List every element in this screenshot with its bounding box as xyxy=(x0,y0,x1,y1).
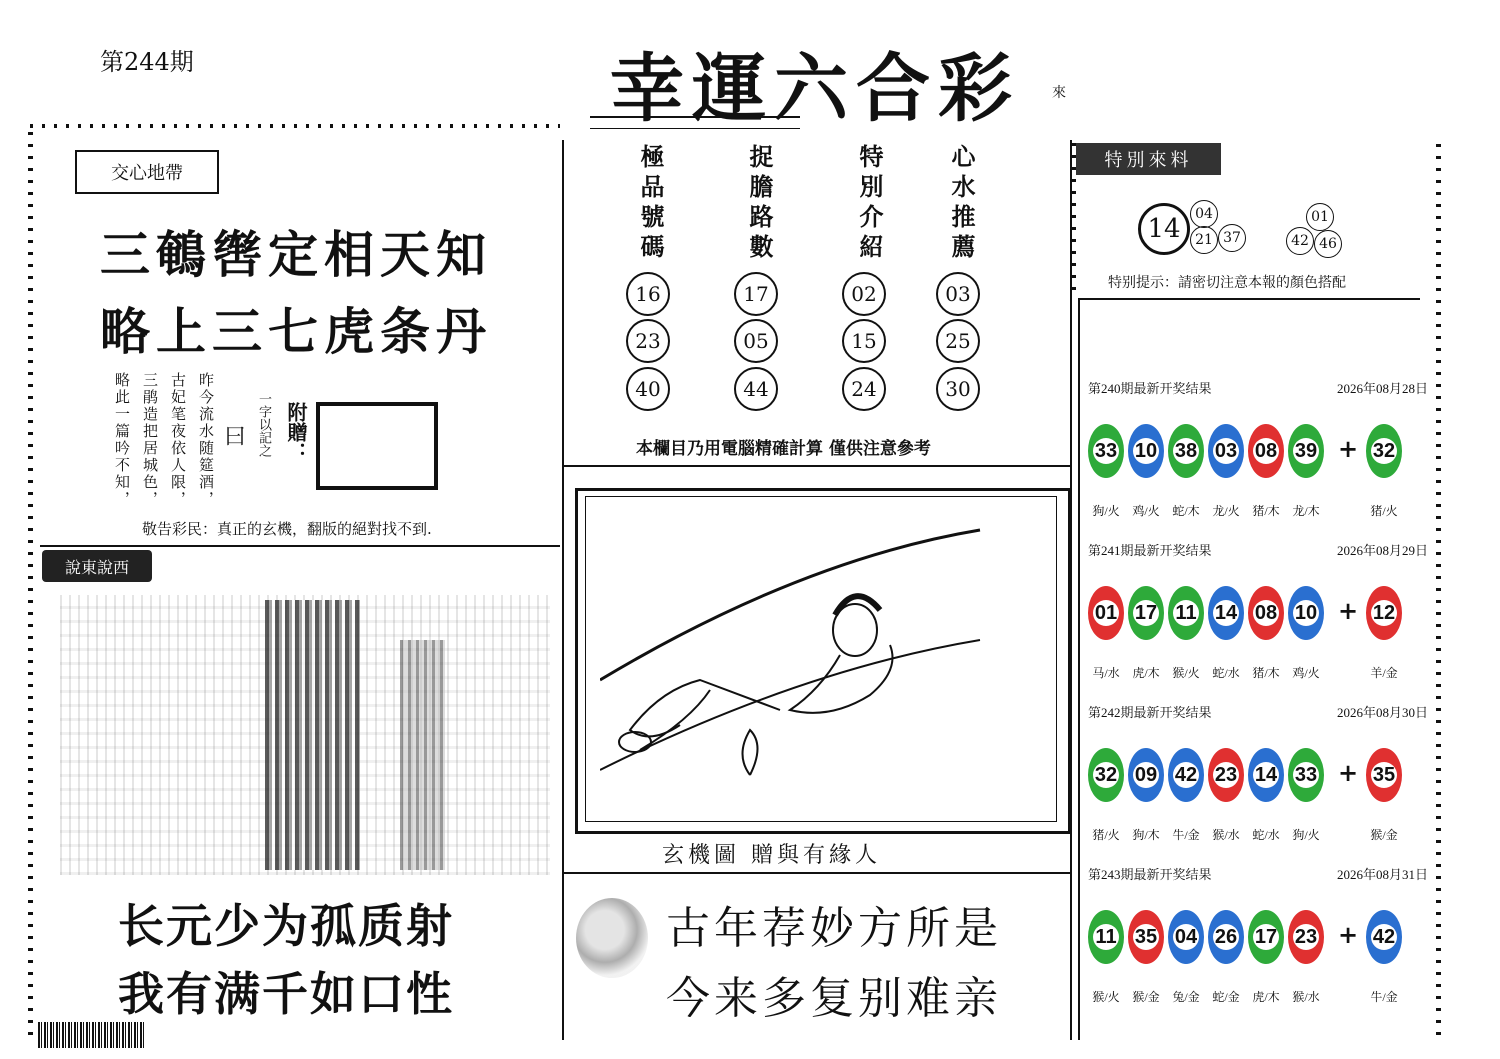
zodiac-label: 狗/火 xyxy=(1092,504,1120,518)
zodiac-label: 鸡/火 xyxy=(1132,504,1160,518)
column-header: 特別介紹 xyxy=(855,144,884,264)
lottery-ball xyxy=(1088,748,1124,802)
issue-number: 第244期 xyxy=(100,48,194,76)
lottery-ball xyxy=(1288,586,1324,640)
ball-number: 17 xyxy=(1133,600,1159,626)
lottery-ball xyxy=(1288,424,1324,478)
lottery-ball xyxy=(1128,586,1164,640)
section-label-tebie: 特別來料 xyxy=(1076,143,1221,175)
zodiac-label: 狗/木 xyxy=(1132,828,1160,842)
yinyang-icon xyxy=(576,898,648,978)
zodiac-label: 蛇/木 xyxy=(1172,504,1200,518)
section-rule xyxy=(562,872,1070,874)
lottery-ball xyxy=(1366,748,1402,802)
lottery-ball xyxy=(1366,910,1402,964)
title-suffix: 來 xyxy=(1052,85,1066,101)
lottery-ball xyxy=(1288,748,1324,802)
section-ribbon: 交心地帶 xyxy=(75,150,219,194)
flying-lady-illustration xyxy=(600,520,1000,820)
number-circle: 44 xyxy=(734,367,778,411)
result-title: 第242期最新开奖结果 xyxy=(1088,705,1212,720)
ball-number: 33 xyxy=(1093,438,1119,464)
lottery-ball xyxy=(1168,424,1204,478)
ball-number: 23 xyxy=(1213,762,1239,788)
poem-column: 昨今流水随筵酒， xyxy=(197,372,215,508)
result-title: 第241期最新开奖结果 xyxy=(1088,543,1212,558)
plus-sign: + xyxy=(1338,920,1359,949)
number-circle: 17 xyxy=(734,272,778,316)
ball-number: 09 xyxy=(1133,762,1159,788)
result-title: 第243期最新开奖结果 xyxy=(1088,867,1212,882)
zodiac-label: 猪/木 xyxy=(1252,504,1280,518)
small-number-circle: 01 xyxy=(1306,203,1334,231)
zodiac-label: 狗/火 xyxy=(1292,828,1320,842)
result-date: 2026年08月29日 xyxy=(1337,543,1429,558)
lottery-ball xyxy=(1088,586,1124,640)
number-circle: 23 xyxy=(626,319,670,363)
ball-number: 11 xyxy=(1173,600,1199,626)
color-tip: 特别提示：請密切注意本報的顏色搭配 xyxy=(1108,275,1346,291)
notice-text: 敬告彩民：真正的玄機，翻版的絕對找不到. xyxy=(142,520,432,538)
number-circle: 40 xyxy=(626,367,670,411)
ball-number: 26 xyxy=(1213,924,1239,950)
ball-number: 23 xyxy=(1293,924,1319,950)
zodiac-label: 猴/火 xyxy=(1092,990,1120,1004)
number-circle: 15 xyxy=(842,319,886,363)
section-label-shuo: 說東說西 xyxy=(42,550,152,582)
gift-label: 附贈： xyxy=(284,402,308,462)
ball-number: 33 xyxy=(1293,762,1319,788)
gift-box xyxy=(316,402,438,490)
result-date: 2026年08月28日 xyxy=(1337,381,1429,396)
zodiac-label: 兔/金 xyxy=(1172,990,1200,1004)
small-number-circle: 04 xyxy=(1190,200,1218,228)
ball-number: 32 xyxy=(1371,438,1397,464)
lottery-ball xyxy=(1208,910,1244,964)
zodiac-label: 羊/金 xyxy=(1370,666,1398,680)
ball-number: 42 xyxy=(1371,924,1397,950)
ball-number: 03 xyxy=(1213,438,1239,464)
small-number-circle: 46 xyxy=(1314,230,1342,258)
lottery-ball xyxy=(1248,748,1284,802)
ball-number: 35 xyxy=(1371,762,1397,788)
zodiac-label: 蛇/水 xyxy=(1212,666,1240,680)
bottom-riddle-line-1: 长元少为孤质射 xyxy=(118,899,454,953)
top-vine-border xyxy=(30,124,560,128)
scan-noise xyxy=(400,640,445,870)
lottery-ball xyxy=(1128,910,1164,964)
center-poem-line-2: 今来多复别难亲 xyxy=(666,973,1002,1024)
lottery-ball xyxy=(1248,910,1284,964)
lottery-ball xyxy=(1248,586,1284,640)
poem-column: 古妃笔夜依人限， xyxy=(169,372,187,508)
ball-number: 10 xyxy=(1133,438,1159,464)
number-circle: 25 xyxy=(936,319,980,363)
featured-number: 14 xyxy=(1138,203,1190,255)
ball-number: 14 xyxy=(1253,762,1279,788)
scan-noise xyxy=(265,600,360,870)
zodiac-label: 猴/金 xyxy=(1370,828,1398,842)
number-circle: 30 xyxy=(936,367,980,411)
plus-sign: + xyxy=(1338,434,1359,463)
zodiac-label: 马/水 xyxy=(1092,666,1120,680)
ball-number: 35 xyxy=(1133,924,1159,950)
lottery-ball xyxy=(1208,424,1244,478)
riddle-line-2: 略上三七虎条丹 xyxy=(100,302,492,361)
zodiac-label: 猴/水 xyxy=(1212,828,1240,842)
column-header: 心水推薦 xyxy=(947,144,976,264)
zodiac-label: 猪/火 xyxy=(1092,828,1120,842)
lottery-ball xyxy=(1168,910,1204,964)
ball-number: 42 xyxy=(1173,762,1199,788)
center-poem-line-1: 古年荐妙方所是 xyxy=(666,903,1002,954)
ball-number: 08 xyxy=(1253,600,1279,626)
small-number-circle: 37 xyxy=(1218,224,1246,252)
ball-number: 12 xyxy=(1371,600,1397,626)
left-vine-border xyxy=(28,125,33,1035)
poem-column: 略此一篇吟不知， xyxy=(113,372,131,508)
number-circle: 24 xyxy=(842,367,886,411)
yizi-note: 一字以記之 xyxy=(256,392,271,457)
lottery-ball xyxy=(1128,748,1164,802)
ball-number: 39 xyxy=(1293,438,1319,464)
result-title: 第240期最新开奖结果 xyxy=(1088,381,1212,396)
zodiac-label: 牛/金 xyxy=(1370,990,1398,1004)
zodiac-label: 猪/火 xyxy=(1370,504,1398,518)
section-rule xyxy=(562,465,1070,467)
page-title: 幸運六合彩 xyxy=(610,46,1020,132)
zodiac-label: 龙/木 xyxy=(1292,504,1320,518)
zodiac-label: 猴/水 xyxy=(1292,990,1320,1004)
number-circle: 05 xyxy=(734,319,778,363)
lottery-ball xyxy=(1088,424,1124,478)
zodiac-label: 蛇/金 xyxy=(1212,990,1240,1004)
ball-number: 08 xyxy=(1253,438,1279,464)
zodiac-label: 猴/金 xyxy=(1132,990,1160,1004)
lottery-ball xyxy=(1288,910,1324,964)
lottery-ball xyxy=(1208,586,1244,640)
yue-char: 曰 xyxy=(224,425,247,450)
lottery-ball xyxy=(1168,586,1204,640)
ball-number: 14 xyxy=(1213,600,1239,626)
ball-number: 32 xyxy=(1093,762,1119,788)
column-header: 極品號碼 xyxy=(636,144,665,264)
lottery-ball xyxy=(1208,748,1244,802)
zodiac-label: 猴/火 xyxy=(1172,666,1200,680)
riddle-line-1: 三鵪辔定相天知 xyxy=(100,225,492,284)
ball-number: 01 xyxy=(1093,600,1119,626)
lottery-ball xyxy=(1168,748,1204,802)
result-date: 2026年08月30日 xyxy=(1337,705,1429,720)
zodiac-label: 猪/木 xyxy=(1252,666,1280,680)
plus-sign: + xyxy=(1338,758,1359,787)
result-date: 2026年08月31日 xyxy=(1337,867,1429,882)
ball-number: 17 xyxy=(1253,924,1279,950)
lottery-ball xyxy=(1366,424,1402,478)
ball-number: 38 xyxy=(1173,438,1199,464)
bottom-riddle-line-2: 我有满千如口性 xyxy=(118,967,454,1021)
calc-note: 本欄目乃用電腦精確計算 僅供注意參考 xyxy=(636,439,931,459)
barcode xyxy=(38,1022,144,1048)
zodiac-label: 龙/火 xyxy=(1212,504,1240,518)
zodiac-label: 蛇/水 xyxy=(1252,828,1280,842)
plus-sign: + xyxy=(1338,596,1359,625)
zodiac-label: 虎/木 xyxy=(1252,990,1280,1004)
ball-number: 10 xyxy=(1293,600,1319,626)
ball-number: 11 xyxy=(1093,924,1119,950)
zodiac-label: 牛/金 xyxy=(1172,828,1200,842)
title-divider xyxy=(590,116,800,129)
poem-column: 三鹃造把居城色， xyxy=(141,372,159,508)
lottery-ball xyxy=(1248,424,1284,478)
picture-caption: 玄機圖 贈與有緣人 xyxy=(662,843,881,868)
right-vine-border xyxy=(1436,140,1441,1035)
column-divider xyxy=(562,140,564,1040)
lottery-ball xyxy=(1128,424,1164,478)
number-circle: 16 xyxy=(626,272,670,316)
zodiac-label: 鸡/火 xyxy=(1292,666,1320,680)
number-circle: 03 xyxy=(936,272,980,316)
lottery-ball xyxy=(1366,586,1402,640)
small-number-circle: 21 xyxy=(1190,226,1218,254)
small-number-circle: 42 xyxy=(1286,227,1314,255)
zodiac-label: 虎/木 xyxy=(1132,666,1160,680)
number-circle: 02 xyxy=(842,272,886,316)
column-header: 捉膽路數 xyxy=(745,144,774,264)
lottery-ball xyxy=(1088,910,1124,964)
ball-number: 04 xyxy=(1173,924,1199,950)
